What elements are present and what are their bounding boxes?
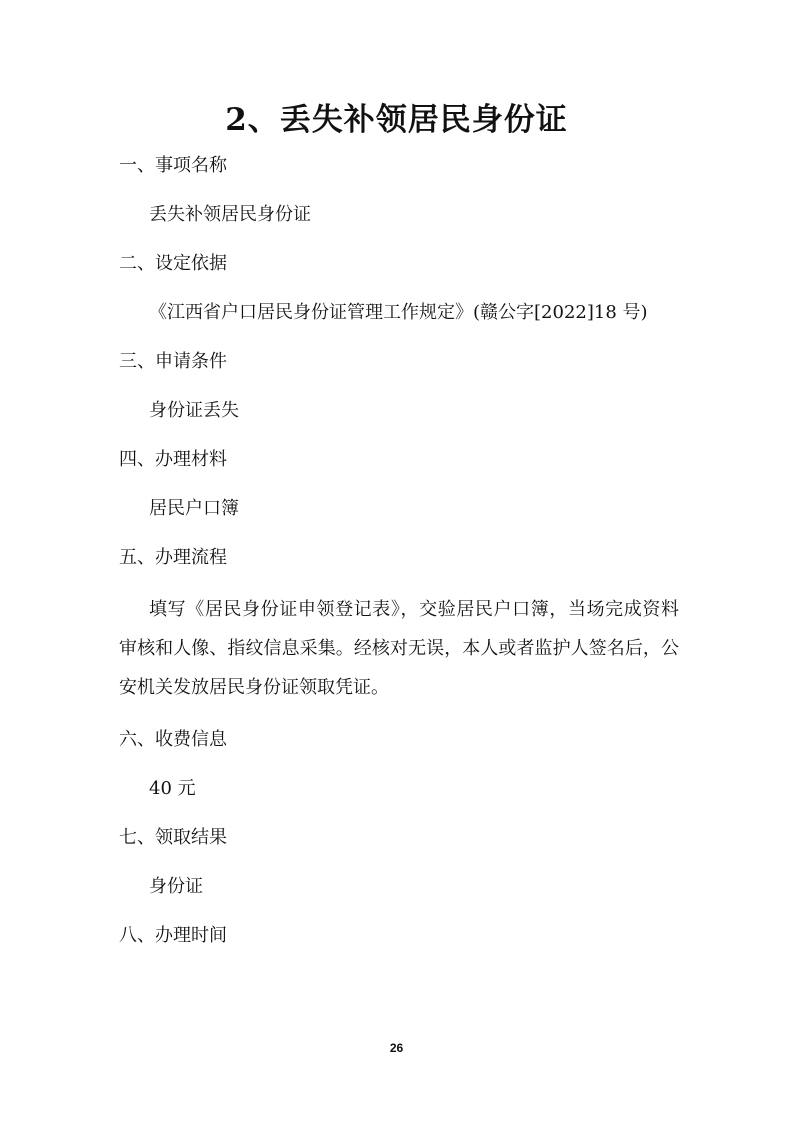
section-heading-conditions: 三、申请条件 xyxy=(119,351,227,372)
section-content-process: 填写《居民身份证申领登记表》，交验居民户口簿，当场完成资料审核和人像、指纹信息采集。经核对无误，本人或者监护人签名后，公安机关发放居民身份证领取凭证。 xyxy=(119,599,679,698)
section-content-legal-basis: 《江西省户口居民身份证管理工作规定》(赣公字[2022]18 号) xyxy=(149,302,648,323)
document-title: 2、丢失补领居民身份证 xyxy=(225,102,568,138)
section-heading-item-name: 一、事项名称 xyxy=(119,155,227,176)
section-heading-result: 七、领取结果 xyxy=(119,827,227,848)
section-content-item-name: 丢失补领居民身份证 xyxy=(149,204,311,225)
section-heading-process: 五、办理流程 xyxy=(119,547,227,568)
section-content-conditions: 身份证丢失 xyxy=(149,400,239,421)
page-number: 26 xyxy=(389,1041,404,1055)
section-heading-materials: 四、办理材料 xyxy=(119,449,227,470)
section-heading-time: 八、办理时间 xyxy=(119,925,227,946)
section-heading-fees: 六、收费信息 xyxy=(119,729,227,750)
section-content-materials: 居民户口簿 xyxy=(149,498,239,519)
section-heading-legal-basis: 二、设定依据 xyxy=(119,253,227,274)
section-content-fees: 40 元 xyxy=(149,778,196,799)
section-content-result: 身份证 xyxy=(149,876,203,897)
